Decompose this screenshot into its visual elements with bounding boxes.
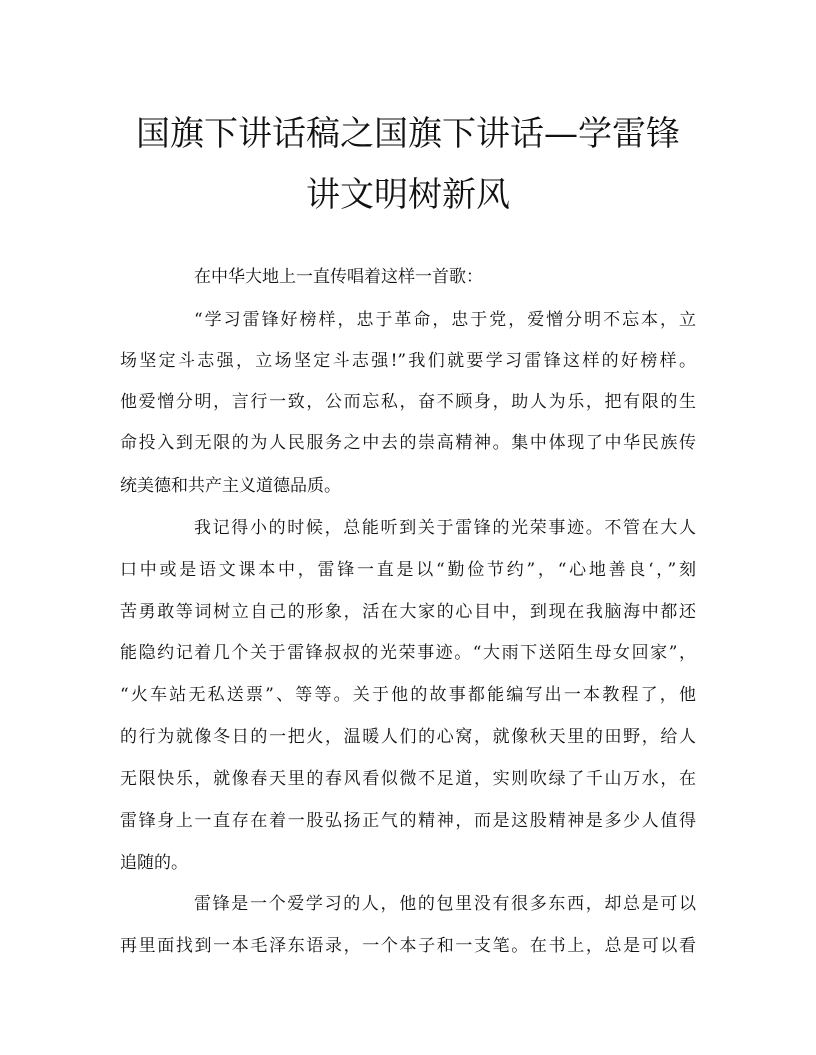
body-line: 我记得小的时候，总能听到关于雷锋的光荣事迹。不管在大人 — [194, 518, 696, 538]
body-line: 场坚定斗志强，立场坚定斗志强!”我们就要学习雷锋这样的好榜样。 — [120, 351, 696, 371]
body-line: 雷锋是一个爱学习的人，他的包里没有很多东西，却总是可以 — [194, 894, 696, 914]
body-line: 命投入到无限的为人民服务之中去的崇高精神。集中体现了中华民族传 — [120, 433, 696, 453]
body-line: 的行为就像冬日的一把火，温暖人们的心窝，就像秋天里的田野，给人 — [120, 727, 696, 747]
body-line: 在中华大地上一直传唱着这样一首歌： — [194, 267, 483, 287]
body-line: 口中或是语文课本中，雷锋一直是以“勤俭节约”，“心地善良‘，”刻 — [120, 560, 696, 580]
body-line: “火车站无私送票”、等等。关于他的故事都能编写出一本教程了，他 — [120, 685, 696, 705]
document-title-line-2: 讲文明树新风 — [306, 175, 510, 215]
body-line: 统美德和共产主义道德品质。 — [120, 476, 341, 496]
body-line: “学习雷锋好榜样，忠于革命，忠于党，爱憎分明不忘本，立 — [194, 310, 696, 330]
body-line: 苦勇敢等词树立自己的形象，活在大家的心目中，到现在我脑海中都还 — [120, 602, 696, 622]
body-line: 雷锋身上一直存在着一股弘扬正气的精神，而是这股精神是多少人值得 — [120, 811, 696, 831]
body-line: 再里面找到一本毛泽东语录，一个本子和一支笔。在书上，总是可以看 — [120, 936, 696, 956]
body-line: 能隐约记着几个关于雷锋叔叔的光荣事迹。“大雨下送陌生母女回家”， — [120, 643, 696, 663]
body-line: 无限快乐，就像春天里的春风看似微不足道，实则吹绿了千山万水，在 — [120, 769, 696, 789]
body-line: 他爱憎分明，言行一致，公而忘私，奋不顾身，助人为乐，把有限的生 — [120, 392, 696, 412]
body-line: 追随的。 — [120, 853, 188, 873]
document-title-line-1: 国旗下讲话稿之国旗下讲话—学雷锋 — [136, 114, 680, 154]
